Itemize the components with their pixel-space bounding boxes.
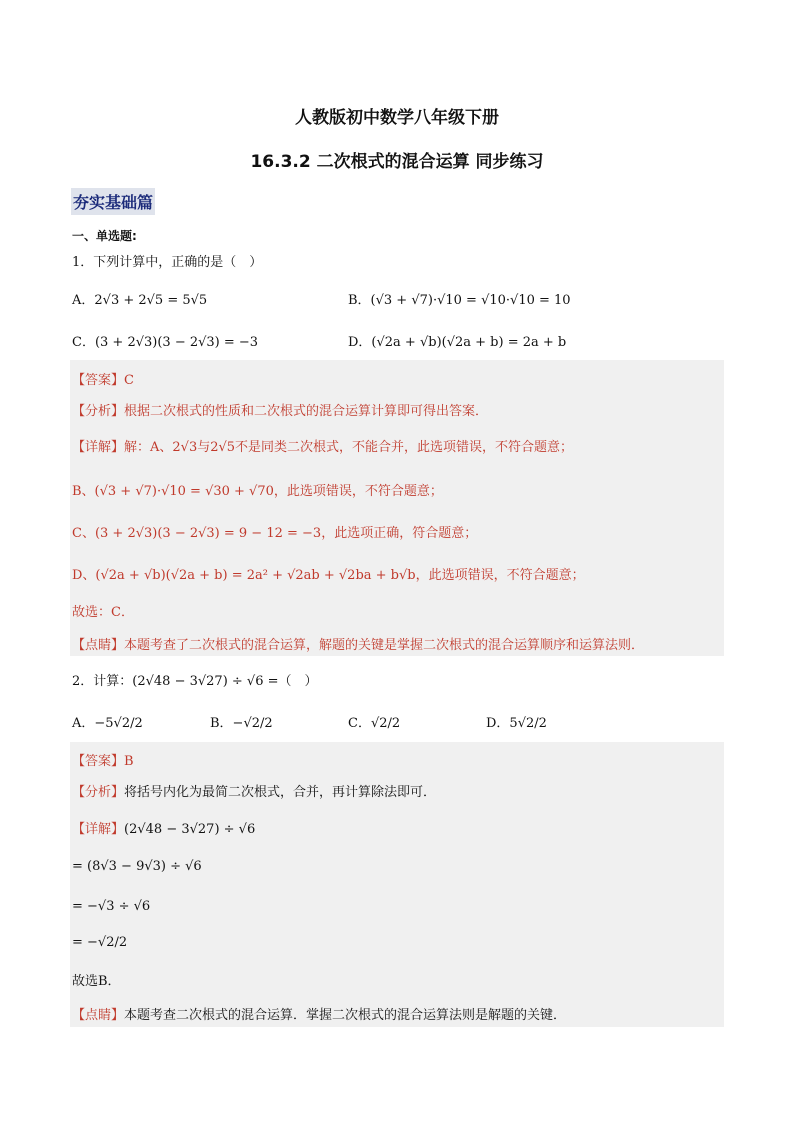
q1-detail-d: D、(√2a + √b)(√2a + b) = 2a² + √2ab + √2ba + b√b，此选项错误，不符合题意；	[72, 568, 585, 583]
q2-option-c: C．√2/2	[348, 716, 401, 731]
q2-option-b: B．−√2/2	[210, 716, 273, 731]
q1-detail-line	[72, 436, 573, 455]
q2-option-d: D．5√2/2	[486, 716, 547, 731]
q2-comment-text: 本题考查二次根式的混合运算．掌握二次根式的混合运算法则是解题的关键．	[124, 1008, 567, 1023]
q1-stem: 1．下列计算中，正确的是（ ）	[72, 255, 263, 270]
answer-tag: 【答案】	[72, 754, 125, 769]
comment-tag: 【点睛】	[72, 1008, 125, 1023]
q1-answer-value: C	[124, 373, 134, 388]
q2-analysis-text: 将括号内化为最简二次根式，合并，再计算除法即可．	[124, 785, 437, 800]
q1-detail-b: B、(√3 + √7)·√10 = √30 + √70，此选项错误，不符合题意；	[72, 484, 443, 499]
q1-analysis-line	[72, 400, 488, 419]
answer-tag: 【答案】	[72, 373, 125, 388]
q2-stem: 2．计算：(2√48 − 3√27) ÷ √6 =（ ）	[72, 674, 318, 689]
q1-detail-a: 解：A、2√3与2√5不是同类二次根式，不能合并，此选项错误，不符合题意；	[124, 440, 574, 455]
q1-comment-line	[72, 634, 644, 653]
q1-analysis-text: 根据二次根式的性质和二次根式的混合运算计算即可得出答案．	[124, 404, 489, 419]
section-subheading: 一、单选题:	[72, 229, 137, 243]
comment-tag: 【点睛】	[72, 638, 125, 653]
q1-comment-text: 本题考查了二次根式的混合运算，解题的关键是掌握二次根式的混合运算顺序和运算法则．	[124, 638, 645, 653]
q1-option-a: A．2√3 + 2√5 = 5√5	[72, 293, 208, 308]
q2-step-1: (2√48 − 3√27) ÷ √6	[124, 822, 256, 837]
section-label: 夯实基础篇	[71, 188, 155, 215]
q1-option-c: C．(3 + 2√3)(3 − 2√3) = −3	[72, 335, 259, 350]
q1-detail-c: C、(3 + 2√3)(3 − 2√3) = 9 − 12 = −3，此选项正确，符合题意；	[72, 526, 478, 541]
q1-option-d: D．(√2a + √b)(√2a + b) = 2a + b	[348, 335, 567, 350]
q2-step-2: = (8√3 − 9√3) ÷ √6	[72, 859, 202, 874]
detail-tag: 【详解】	[72, 440, 125, 455]
q2-analysis-line	[72, 781, 436, 800]
q2-choice: 故选B．	[72, 974, 121, 989]
q2-detail-line	[72, 818, 255, 837]
q2-step-3: = −√3 ÷ √6	[72, 899, 151, 914]
q2-answer-line	[72, 750, 134, 769]
q2-step-4: = −√2/2	[72, 935, 128, 950]
q2-comment-line	[72, 1004, 566, 1023]
detail-tag: 【详解】	[72, 822, 125, 837]
analysis-tag: 【分析】	[72, 785, 125, 800]
q1-answer-line	[72, 369, 134, 388]
q1-choice: 故选：C．	[72, 605, 134, 620]
q2-answer-value: B	[124, 754, 134, 769]
q2-option-a: A．−5√2/2	[72, 716, 143, 731]
document-subtitle: 16.3.2 二次根式的混合运算 同步练习	[250, 152, 544, 172]
q1-option-b: B．(√3 + √7)·√10 = √10·√10 = 10	[348, 293, 571, 308]
analysis-tag: 【分析】	[72, 404, 125, 419]
document-title: 人教版初中数学八年级下册	[295, 108, 499, 128]
